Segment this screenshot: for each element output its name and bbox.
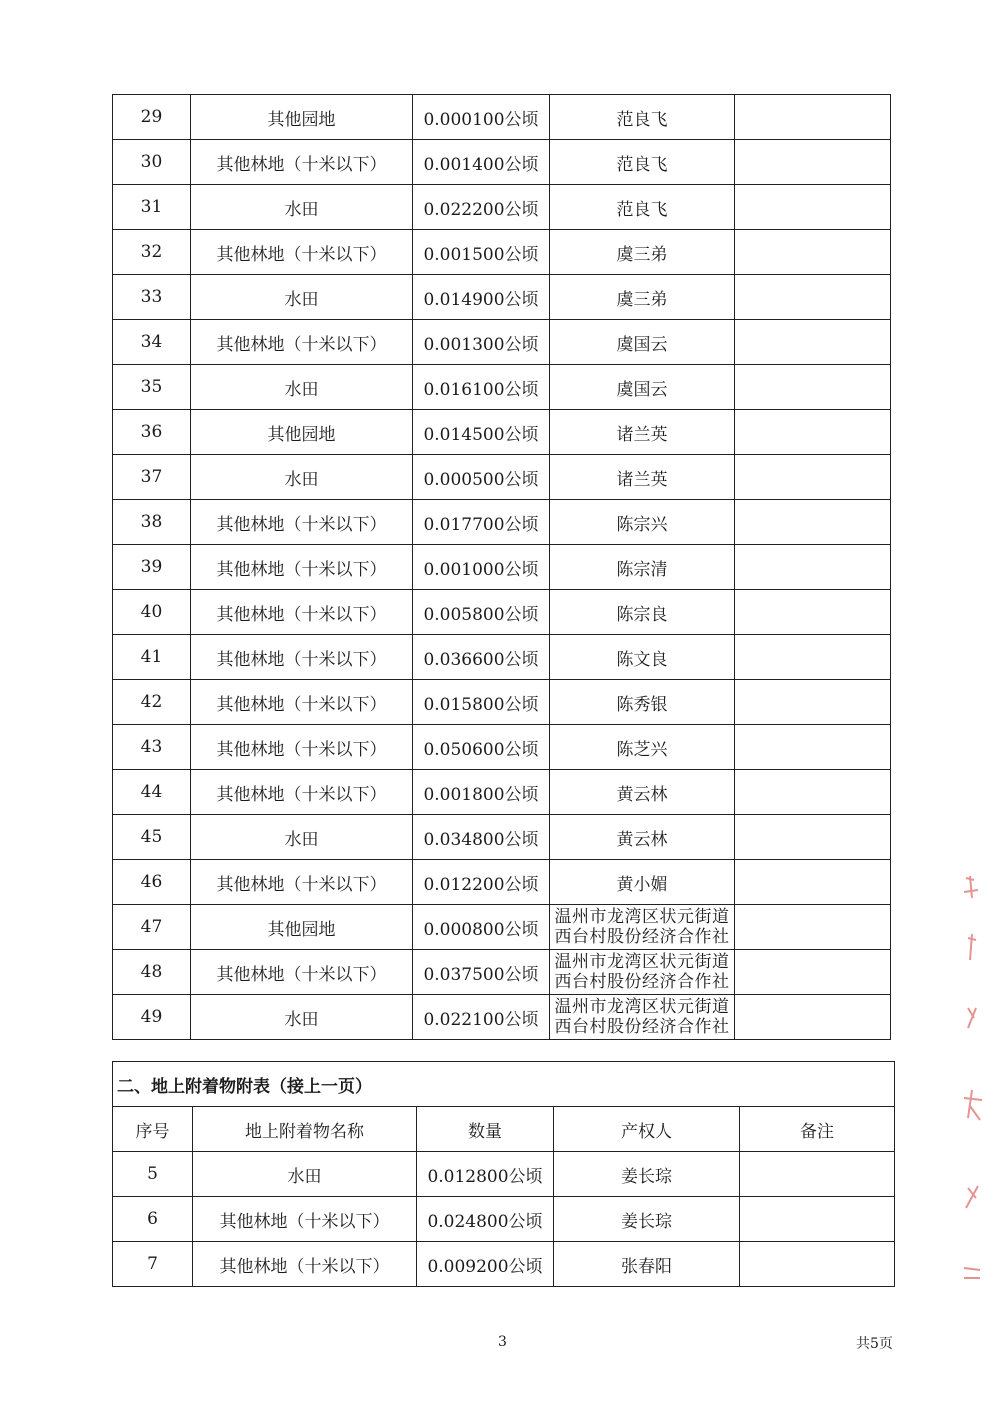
cell-remark: [735, 545, 891, 590]
table-row: [113, 185, 891, 230]
cell-name: 其他林地（十米以下）: [191, 725, 413, 770]
cell-qty: 0.012800公顷: [417, 1152, 554, 1197]
cell-no: 5: [113, 1152, 193, 1197]
header-row: [113, 1107, 895, 1152]
cell-name: 其他林地（十米以下）: [191, 770, 413, 815]
cell-qty: 0.034800公顷: [413, 815, 550, 860]
cell-owner: 姜长琮: [554, 1152, 740, 1197]
cell-name: 其他林地（十米以下）: [191, 320, 413, 365]
owner-line-1: 温州市龙湾区状元街道: [554, 952, 730, 972]
table-row: [113, 275, 891, 320]
cell-owner: 诸兰英: [550, 455, 735, 500]
cell-remark: [735, 455, 891, 500]
table-row: [113, 590, 891, 635]
cell-owner: 黄云林: [550, 815, 735, 860]
cell-remark: [735, 365, 891, 410]
cell-remark: [735, 635, 891, 680]
cell-owner: 姜长琮: [554, 1197, 740, 1242]
cell-owner: 范良飞: [550, 140, 735, 185]
page-number: 3: [498, 1334, 507, 1350]
cell-remark: [735, 95, 891, 140]
cell-qty: 0.015800公顷: [413, 680, 550, 725]
cell-owner: 陈文良: [550, 635, 735, 680]
cell-qty: 0.001300公顷: [413, 320, 550, 365]
cell-name: 水田: [193, 1152, 417, 1197]
cell-remark: [735, 950, 891, 995]
table-row: [113, 230, 891, 275]
cell-remark: [735, 275, 891, 320]
cell-no: 39: [113, 545, 191, 590]
cell-no: 29: [113, 95, 191, 140]
header-qty: 数量: [417, 1107, 554, 1152]
cell-owner: 范良飞: [550, 95, 735, 140]
table-row: [113, 995, 891, 1040]
cell-qty: 0.001500公顷: [413, 230, 550, 275]
cell-no: 30: [113, 140, 191, 185]
cell-owner: [550, 905, 735, 950]
cell-owner: [550, 995, 735, 1040]
cell-owner: 陈宗清: [550, 545, 735, 590]
header-remark: 备注: [740, 1107, 895, 1152]
cell-name: 其他林地（十米以下）: [193, 1242, 417, 1287]
cell-remark: [735, 320, 891, 365]
cell-no: 49: [113, 995, 191, 1040]
cell-name: 水田: [191, 275, 413, 320]
table-row: [113, 320, 891, 365]
table-row: [113, 950, 891, 995]
cell-qty: 0.001400公顷: [413, 140, 550, 185]
cell-name: 其他园地: [191, 905, 413, 950]
cell-no: 6: [113, 1197, 193, 1242]
cell-qty: 0.022200公顷: [413, 185, 550, 230]
cell-qty: 0.036600公顷: [413, 635, 550, 680]
cell-owner: 陈宗良: [550, 590, 735, 635]
table-row: [113, 410, 891, 455]
cell-qty: 0.017700公顷: [413, 500, 550, 545]
cell-qty: 0.000500公顷: [413, 455, 550, 500]
cell-qty: 0.050600公顷: [413, 725, 550, 770]
table-row: [113, 500, 891, 545]
cell-no: 43: [113, 725, 191, 770]
table-row: [113, 725, 891, 770]
cell-no: 33: [113, 275, 191, 320]
cell-qty: 0.022100公顷: [413, 995, 550, 1040]
table-row: [113, 905, 891, 950]
cell-no: 34: [113, 320, 191, 365]
cell-qty: 0.005800公顷: [413, 590, 550, 635]
header-no: 序号: [113, 1107, 193, 1152]
cell-remark: [735, 140, 891, 185]
table-row: [113, 860, 891, 905]
table-row: [113, 815, 891, 860]
cell-remark: [735, 815, 891, 860]
cell-no: 37: [113, 455, 191, 500]
cell-no: 41: [113, 635, 191, 680]
header-owner: 产权人: [554, 1107, 740, 1152]
table-row: [113, 770, 891, 815]
owner-line-2: 西台村股份经济合作社: [554, 1017, 730, 1037]
cell-remark: [740, 1197, 895, 1242]
cell-remark: [735, 230, 891, 275]
cell-name: 其他林地（十米以下）: [191, 230, 413, 275]
cell-qty: 0.012200公顷: [413, 860, 550, 905]
cell-owner: 虞国云: [550, 365, 735, 410]
owner-line-1: 温州市龙湾区状元街道: [554, 907, 730, 927]
table-row: [113, 365, 891, 410]
table-row: [113, 635, 891, 680]
cell-name: 其他林地（十米以下）: [191, 500, 413, 545]
attachment-table-continued: [112, 94, 891, 1040]
table-row: [113, 1197, 895, 1242]
cell-remark: [735, 185, 891, 230]
cell-qty: 0.037500公顷: [413, 950, 550, 995]
cell-name: 其他园地: [191, 95, 413, 140]
table-row: [113, 140, 891, 185]
seal-stamp-mark: [960, 868, 986, 1288]
cell-qty: 0.009200公顷: [417, 1242, 554, 1287]
cell-owner: 范良飞: [550, 185, 735, 230]
cell-qty: 0.001800公顷: [413, 770, 550, 815]
cell-remark: [735, 680, 891, 725]
cell-owner: 虞三弟: [550, 230, 735, 275]
cell-name: 其他林地（十米以下）: [191, 680, 413, 725]
cell-name: 其他园地: [191, 410, 413, 455]
cell-name: 其他林地（十米以下）: [191, 860, 413, 905]
cell-owner: 陈宗兴: [550, 500, 735, 545]
cell-owner: 虞三弟: [550, 275, 735, 320]
table-row: [113, 680, 891, 725]
cell-no: 47: [113, 905, 191, 950]
cell-name: 水田: [191, 455, 413, 500]
cell-no: 7: [113, 1242, 193, 1287]
cell-owner: 虞国云: [550, 320, 735, 365]
table-row: [113, 455, 891, 500]
cell-owner: 黄小媚: [550, 860, 735, 905]
page-total: 共5页: [856, 1336, 893, 1352]
cell-qty: 0.000100公顷: [413, 95, 550, 140]
cell-qty: 0.024800公顷: [417, 1197, 554, 1242]
cell-remark: [735, 590, 891, 635]
cell-owner: 陈芝兴: [550, 725, 735, 770]
cell-owner: 陈秀银: [550, 680, 735, 725]
cell-remark: [735, 860, 891, 905]
owner-line-1: 温州市龙湾区状元街道: [554, 997, 730, 1017]
cell-no: 31: [113, 185, 191, 230]
cell-remark: [735, 725, 891, 770]
cell-name: 其他林地（十米以下）: [191, 545, 413, 590]
cell-no: 46: [113, 860, 191, 905]
cell-no: 35: [113, 365, 191, 410]
cell-remark: [735, 995, 891, 1040]
cell-no: 42: [113, 680, 191, 725]
cell-qty: 0.016100公顷: [413, 365, 550, 410]
owner-line-2: 西台村股份经济合作社: [554, 972, 730, 992]
cell-no: 40: [113, 590, 191, 635]
cell-no: 45: [113, 815, 191, 860]
cell-qty: 0.014500公顷: [413, 410, 550, 455]
cell-name: 其他林地（十米以下）: [191, 635, 413, 680]
attachment-table-section-two: [112, 1061, 895, 1287]
cell-no: 36: [113, 410, 191, 455]
cell-owner: 诸兰英: [550, 410, 735, 455]
cell-remark: [735, 410, 891, 455]
cell-qty: 0.000800公顷: [413, 905, 550, 950]
cell-name: 其他林地（十米以下）: [191, 950, 413, 995]
cell-remark: [735, 770, 891, 815]
cell-name: 其他林地（十米以下）: [191, 590, 413, 635]
cell-qty: 0.001000公顷: [413, 545, 550, 590]
table-row: [113, 95, 891, 140]
section-title: 二、地上附着物附表（接上一页）: [113, 1062, 895, 1107]
cell-name: 水田: [191, 995, 413, 1040]
table-row: [113, 1242, 895, 1287]
cell-name: 水田: [191, 185, 413, 230]
cell-no: 38: [113, 500, 191, 545]
cell-owner: 张春阳: [554, 1242, 740, 1287]
cell-no: 32: [113, 230, 191, 275]
cell-qty: 0.014900公顷: [413, 275, 550, 320]
owner-line-2: 西台村股份经济合作社: [554, 927, 730, 947]
table-row: [113, 1152, 895, 1197]
cell-owner: 黄云林: [550, 770, 735, 815]
cell-name: 水田: [191, 365, 413, 410]
cell-no: 44: [113, 770, 191, 815]
table-row: [113, 545, 891, 590]
cell-name: 水田: [191, 815, 413, 860]
cell-remark: [740, 1242, 895, 1287]
cell-no: 48: [113, 950, 191, 995]
cell-name: 其他林地（十米以下）: [191, 140, 413, 185]
cell-remark: [740, 1152, 895, 1197]
cell-owner: [550, 950, 735, 995]
cell-remark: [735, 905, 891, 950]
cell-name: 其他林地（十米以下）: [193, 1197, 417, 1242]
header-name: 地上附着物名称: [193, 1107, 417, 1152]
cell-remark: [735, 500, 891, 545]
section-title-row: [113, 1062, 895, 1107]
